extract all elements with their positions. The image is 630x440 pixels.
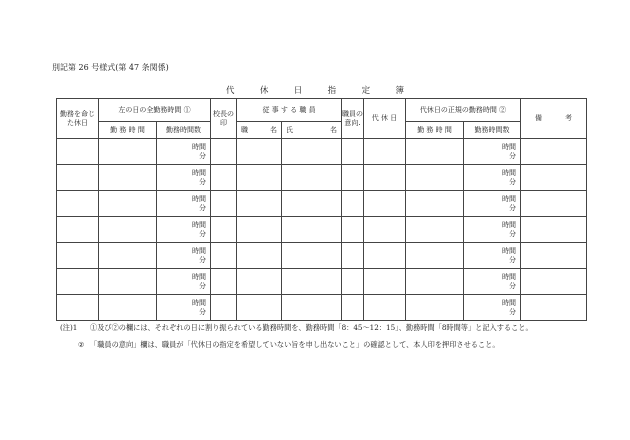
blank-cell[interactable]	[406, 191, 464, 217]
blank-cell[interactable]	[282, 269, 342, 295]
form-identifier: 別記第 26 号様式(第 47 条関係)	[52, 63, 169, 72]
hours-label: 時間	[192, 168, 207, 177]
work-hours-count-cell[interactable]	[157, 243, 211, 269]
blank-cell[interactable]	[57, 269, 99, 295]
notes-section	[60, 322, 580, 350]
header-position: 職 名	[237, 122, 282, 139]
note-1-number: (注)1	[60, 323, 78, 332]
hours-label: 時間	[192, 194, 207, 203]
blank-cell[interactable]	[211, 165, 237, 191]
header-remarks	[521, 99, 587, 139]
remarks-char: 考	[565, 114, 573, 123]
blank-cell[interactable]	[99, 165, 157, 191]
blank-cell[interactable]	[406, 269, 464, 295]
blank-cell[interactable]	[99, 269, 157, 295]
hours-label: 時間	[502, 298, 517, 307]
blank-cell[interactable]	[99, 295, 157, 321]
blank-cell[interactable]	[237, 191, 282, 217]
table-row	[57, 243, 587, 269]
substitute-hours-count-cell[interactable]	[464, 191, 521, 217]
blank-cell[interactable]	[57, 191, 99, 217]
blank-cell[interactable]	[521, 139, 587, 165]
hours-label: 時間	[192, 246, 207, 255]
blank-cell[interactable]	[282, 217, 342, 243]
blank-cell[interactable]	[342, 165, 364, 191]
note-1-text: ①及び②の欄には、それぞれの日に割り振られている勤務時間を、勤務時間「8：45～12：15」、勤務時間「8時間等」と記入すること。	[90, 323, 533, 332]
substitute-hours-count-cell[interactable]	[464, 217, 521, 243]
work-hours-count-cell[interactable]	[157, 191, 211, 217]
blank-cell[interactable]	[342, 269, 364, 295]
blank-cell[interactable]	[406, 295, 464, 321]
blank-cell[interactable]	[237, 217, 282, 243]
hours-label: 時間	[502, 194, 517, 203]
note-2-number: ②	[78, 340, 85, 349]
hours-label: 時間	[502, 272, 517, 281]
blank-cell[interactable]	[406, 139, 464, 165]
blank-cell[interactable]	[342, 295, 364, 321]
minutes-label: 分	[509, 151, 517, 160]
blank-cell[interactable]	[521, 165, 587, 191]
blank-cell[interactable]	[237, 269, 282, 295]
blank-cell[interactable]	[282, 191, 342, 217]
minutes-label: 分	[509, 307, 517, 316]
note-1	[60, 322, 580, 333]
blank-cell[interactable]	[342, 217, 364, 243]
substitute-hours-count-cell[interactable]	[464, 269, 521, 295]
title-char: 簿	[395, 86, 404, 96]
blank-cell[interactable]	[237, 139, 282, 165]
substitute-hours-count-cell[interactable]	[464, 139, 521, 165]
minutes-label: 分	[509, 203, 517, 212]
blank-cell[interactable]	[99, 217, 157, 243]
header-row	[57, 99, 587, 122]
blank-cell[interactable]	[99, 139, 157, 165]
blank-cell[interactable]	[57, 295, 99, 321]
table-row	[57, 269, 587, 295]
header-name: 氏 名	[282, 122, 342, 139]
blank-cell[interactable]	[364, 295, 406, 321]
minutes-label: 分	[509, 229, 517, 238]
header-subrow	[57, 122, 587, 139]
minutes-label: 分	[199, 281, 207, 290]
title-char: 日	[293, 86, 303, 96]
hours-label: 時間	[502, 142, 517, 151]
blank-cell[interactable]	[211, 269, 237, 295]
header-substitute-day: 代 休 日	[364, 99, 406, 139]
work-hours-count-cell[interactable]	[157, 295, 211, 321]
blank-cell[interactable]	[282, 295, 342, 321]
title-char: 代	[226, 86, 235, 96]
substitute-holiday-ledger	[56, 98, 587, 321]
blank-cell[interactable]	[211, 243, 237, 269]
header-work-time: 勤 務 時 間	[99, 122, 157, 139]
hours-label: 時間	[192, 220, 207, 229]
blank-cell[interactable]	[521, 191, 587, 217]
work-hours-count-cell[interactable]	[157, 217, 211, 243]
blank-cell[interactable]	[342, 139, 364, 165]
blank-cell[interactable]	[342, 243, 364, 269]
blank-cell[interactable]	[57, 243, 99, 269]
hours-label: 時間	[192, 298, 207, 307]
blank-cell[interactable]	[211, 217, 237, 243]
hours-label: 時間	[192, 272, 207, 281]
blank-cell[interactable]	[237, 243, 282, 269]
table-row	[57, 165, 587, 191]
title-char: 休	[259, 86, 269, 96]
minutes-label: 分	[199, 255, 207, 264]
minutes-label: 分	[509, 281, 517, 290]
header-sub-work-time: 勤 務 時 間	[406, 122, 464, 139]
blank-cell[interactable]	[237, 165, 282, 191]
document-title	[226, 84, 404, 96]
blank-cell[interactable]	[364, 165, 406, 191]
blank-cell[interactable]	[99, 191, 157, 217]
minutes-label: 分	[509, 177, 517, 186]
work-hours-count-cell[interactable]	[157, 139, 211, 165]
blank-cell[interactable]	[364, 269, 406, 295]
blank-cell[interactable]	[57, 165, 99, 191]
blank-cell[interactable]	[406, 217, 464, 243]
minutes-label: 分	[199, 229, 207, 238]
hours-label: 時間	[502, 246, 517, 255]
blank-cell[interactable]	[211, 191, 237, 217]
blank-cell[interactable]	[364, 217, 406, 243]
hours-label: 時間	[502, 168, 517, 177]
header-sub-work-hours-count: 勤務時間数	[464, 122, 521, 139]
blank-cell[interactable]	[521, 243, 587, 269]
blank-cell[interactable]	[57, 139, 99, 165]
note-2	[60, 339, 580, 350]
header-substitute-hours: 代休日の正規の勤務時間 ②	[406, 99, 521, 122]
blank-cell[interactable]	[342, 191, 364, 217]
blank-cell[interactable]	[237, 295, 282, 321]
blank-cell[interactable]	[521, 295, 587, 321]
header-work-hours-count: 勤務時間数	[157, 122, 211, 139]
hours-label: 時間	[502, 220, 517, 229]
hours-label: 時間	[192, 142, 207, 151]
table-row	[57, 139, 587, 165]
substitute-hours-count-cell[interactable]	[464, 295, 521, 321]
minutes-label: 分	[199, 177, 207, 186]
header-staff: 従 事 す る 職 員	[237, 99, 342, 122]
work-hours-count-cell[interactable]	[157, 269, 211, 295]
remarks-char: 備	[535, 114, 543, 123]
blank-cell[interactable]	[57, 217, 99, 243]
blank-cell[interactable]	[364, 191, 406, 217]
blank-cell[interactable]	[99, 243, 157, 269]
minutes-label: 分	[199, 203, 207, 212]
blank-cell[interactable]	[282, 165, 342, 191]
blank-cell[interactable]	[521, 269, 587, 295]
header-principal-seal: 校長の印	[211, 99, 237, 139]
header-staff-opinion: 職員の意向.	[342, 99, 364, 139]
title-char: 定	[361, 86, 371, 96]
blank-cell[interactable]	[364, 139, 406, 165]
substitute-hours-count-cell[interactable]	[464, 243, 521, 269]
blank-cell[interactable]	[211, 139, 237, 165]
blank-cell[interactable]	[406, 165, 464, 191]
table-row	[57, 191, 587, 217]
blank-cell[interactable]	[282, 139, 342, 165]
work-hours-count-cell[interactable]	[157, 165, 211, 191]
header-left-total-hours: 左の日の全勤務時間 ①	[99, 99, 211, 122]
blank-cell[interactable]	[211, 295, 237, 321]
minutes-label: 分	[509, 255, 517, 264]
blank-cell[interactable]	[406, 243, 464, 269]
table-row	[57, 295, 587, 321]
substitute-hours-count-cell[interactable]	[464, 165, 521, 191]
note-2-text: 「職員の意向」欄は、職員が「代休日の指定を希望していない旨を申し出ないこと」の確認として、本人印を押印させること。	[90, 340, 500, 349]
blank-cell[interactable]	[282, 243, 342, 269]
blank-cell[interactable]	[364, 243, 406, 269]
minutes-label: 分	[199, 307, 207, 316]
table-row	[57, 217, 587, 243]
header-duty-day: 勤務を命じた休日	[57, 99, 99, 139]
title-char: 指	[327, 86, 337, 96]
minutes-label: 分	[199, 151, 207, 160]
blank-cell[interactable]	[521, 217, 587, 243]
